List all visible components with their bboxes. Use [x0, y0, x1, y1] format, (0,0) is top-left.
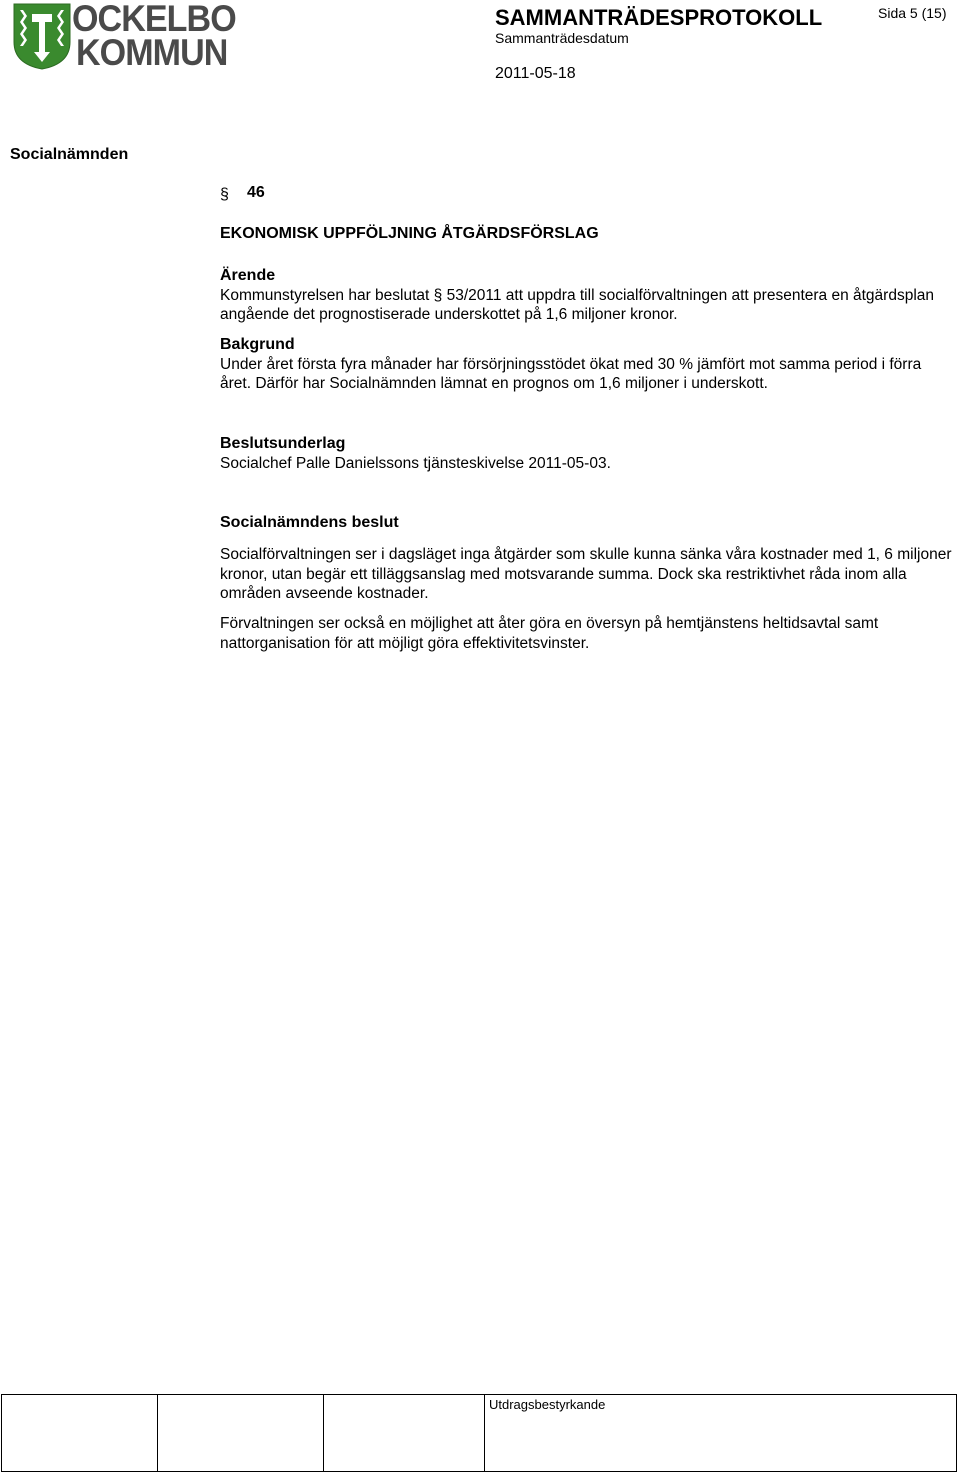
beslut-heading: Socialnämndens beslut [220, 514, 399, 531]
logo-wordmark-kommun: KOMMUN [76, 32, 228, 73]
logo-wordmark-ockelbo: OCKELBO [72, 0, 236, 39]
signature-cell-divider [157, 1395, 158, 1471]
ockelbo-kommun-logo [12, 0, 236, 73]
signature-cell-divider [323, 1395, 324, 1471]
bakgrund-section [220, 335, 955, 394]
beslutsunderlag-text: Socialchef Palle Danielssons tjänsteskivelse 2011-05-03. [220, 454, 611, 472]
bakgrund-text: Under året första fyra månader har försörjningsstödet ökat med 30 % jämfört mot samma period i förra året. Därför har Socialnämnden lämnat en prognos om 1,6 miljoner i underskott. [220, 355, 922, 392]
arende-text: Kommunstyrelsen har beslutat § 53/2011 att uppdra till socialförvaltningen att presentera en åtgärdsplan angående det prognostiserade underskottet på 1,6 miljoner kronor. [220, 286, 935, 323]
section-title: EKONOMISK UPPFÖLJNING ÅTGÄRDSFÖRSLAG [220, 225, 599, 242]
arende-section [220, 266, 955, 325]
beslut-paragraph-1: Socialförvaltningen ser i dagsläget inga åtgärder som skulle kunna sänka våra kostnader med 1, 6 miljoner kronor, utan begär ett tilläggsanslag med motsvarande summa. Dock ska restriktivhet råda inom alla områden avseende kostnader. [220, 546, 952, 602]
meeting-date-label: Sammanträdesdatum [495, 30, 629, 46]
beslutsunderlag-heading: Beslutsunderlag [220, 435, 346, 452]
signature-table [1, 1394, 957, 1472]
beslutsunderlag-section [220, 434, 955, 473]
paragraph-sign: § [220, 186, 229, 203]
document-title: SAMMANTRÄDESPROTOKOLL [495, 5, 823, 30]
meeting-date: 2011-05-18 [495, 65, 576, 82]
signature-cell-divider [484, 1395, 485, 1471]
municipal-shield-icon [12, 2, 72, 70]
bakgrund-heading: Bakgrund [220, 336, 295, 353]
extract-certification-label: Utdragsbestyrkande [489, 1397, 606, 1412]
beslut-paragraph-2: Förvaltningen ser också en möjlighet att åter göra en översyn på hemtjänstens heltidsavtal samt nattorganisation för att möjligt göra effektivitetsvinster. [220, 615, 879, 652]
paragraph-number: 46 [247, 184, 265, 201]
page-number: Sida 5 (15) [878, 5, 947, 21]
committee-name: Socialnämnden [10, 146, 129, 163]
arende-heading: Ärende [220, 267, 276, 284]
